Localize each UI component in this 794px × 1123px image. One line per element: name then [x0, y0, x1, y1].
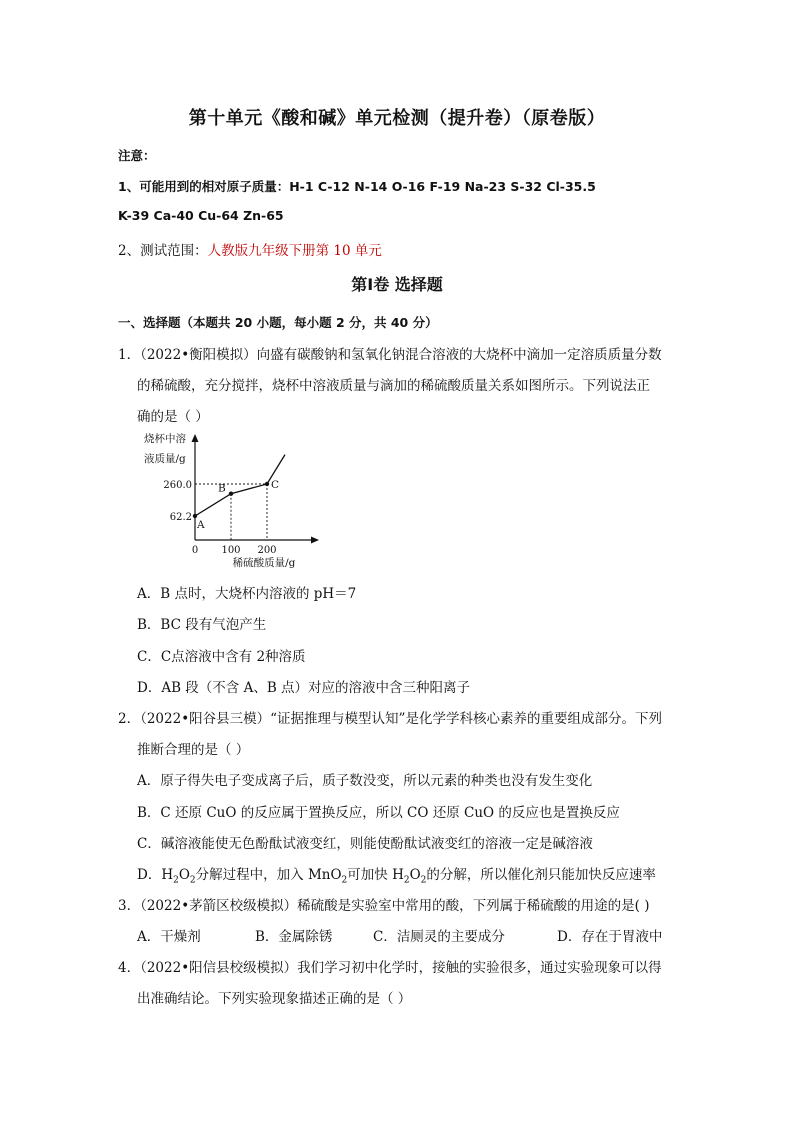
- chart-point-label-b: B: [218, 482, 226, 495]
- chart-ylabel-line1: 烧杯中溶: [144, 433, 186, 445]
- q2-option-d: D．$H_2O_2$分解过程中，加入 MnO$_2$可加快 $H_2O_2$的分解，所以催化剂只能加快反应速率: [137, 867, 656, 886]
- chart-y-tick-62-2: 62.2: [169, 512, 192, 523]
- notes-line-2-prefix: 2、测试范围：: [118, 243, 208, 259]
- chart-x-tick-100: 100: [221, 545, 241, 556]
- q1-chart: [140, 430, 340, 570]
- chart-point-label-c: C: [271, 479, 280, 491]
- q2-stem-line-2: 推断合理的是（ ）: [137, 742, 250, 758]
- q1-option-c: C．C点溶液中含有 2种溶质: [137, 649, 306, 665]
- q3-option-c: C．洁厕灵的主要成分: [373, 929, 505, 945]
- q2-option-c: C．碱溶液能使无色酚酞试液变红，则能使酚酞试液变红的溶液一定是碱溶液: [137, 836, 593, 852]
- q2-stem-line-1: 2．（2022•阳谷县三模）“证据推理与模型认知”是化学学科核心素养的重要组成部分。下列: [118, 711, 662, 727]
- chart-point-b: [229, 492, 233, 496]
- q1-stem-line-3: 确的是（ ）: [137, 409, 209, 425]
- notes-scope-highlight: 人教版九年级下册第 10 单元: [207, 243, 382, 259]
- q4-stem-line-2: 出准确结论。下列实验现象描述正确的是（ ）: [137, 991, 412, 1007]
- notes-label: 注意：: [118, 148, 156, 163]
- q3-option-b: B．金属除锈: [255, 929, 333, 945]
- q3-stem: 3．（2022•茅箭区校级模拟）稀硫酸是实验室中常用的酸，下列属于稀硫酸的用途的是( ): [118, 898, 650, 914]
- q1-option-b: B．BC 段有气泡产生: [137, 617, 267, 633]
- q1-stem-line-2: 的稀硫酸，充分搅拌，烧杯中溶液质量与滴加的稀硫酸质量关系如图所示。下列说法正: [137, 378, 650, 394]
- chart-x-tick-0: 0: [191, 545, 199, 556]
- q1-stem-line-1: 1．（2022•衡阳模拟）向盛有碳酸钠和氢氧化钠混合溶液的大烧杯中滴加一定溶质质量分数: [118, 347, 662, 363]
- notes-line-1b: K-39 Ca-40 Cu-64 Zn-65: [118, 208, 284, 223]
- chart-y-arrow: [192, 434, 199, 442]
- q3-option-a: A．干燥剂: [137, 929, 201, 945]
- notes-line-2: [118, 239, 382, 259]
- q2-option-b: B．C 还原 CuO 的反应属于置换反应，所以 CO 还原 CuO 的反应也是置换反应: [137, 805, 620, 821]
- chart-point-c: [265, 482, 269, 486]
- q1-option-a: A．B 点时，大烧杯内溶液的 pH＝7: [137, 586, 357, 602]
- page-title: 第十单元《酸和碱》单元检测（提升卷）（原卷版）: [188, 108, 606, 129]
- chart-y-tick-260: 260.0: [163, 480, 192, 491]
- chart-ylabel-line2: 液质量/g: [144, 453, 186, 465]
- chart-point-label-a: A: [197, 519, 205, 531]
- chart-x-arrow: [311, 537, 319, 544]
- chart-xlabel: 稀硫酸质量/g: [232, 557, 296, 569]
- q2-option-a: A．原子得失电子变成离子后，质子数没变，所以元素的种类也没有发生变化: [137, 773, 593, 789]
- q1-option-d: D．AB 段（不含 A、B 点）对应的溶液中含三种阳离子: [137, 680, 471, 696]
- notes-line-1: 1、可能用到的相对原子质量：H-1 C-12 N-14 O-16 F-19 Na-23 S-32 Cl-35.5: [118, 179, 596, 194]
- chart-point-a: [193, 514, 197, 518]
- q3-option-d: D．存在于胃液中: [557, 929, 663, 945]
- q4-stem-line-1: 4．（2022•阳信县校级模拟）我们学习初中化学时，接触的实验很多，通过实验现象可以得: [118, 960, 662, 976]
- section-title: 第Ⅰ卷 选择题: [351, 275, 443, 294]
- chart-x-tick-200: 200: [257, 545, 277, 556]
- section-heading: 一、选择题（本题共 20 小题，每小题 2 分，共 40 分）: [118, 315, 438, 330]
